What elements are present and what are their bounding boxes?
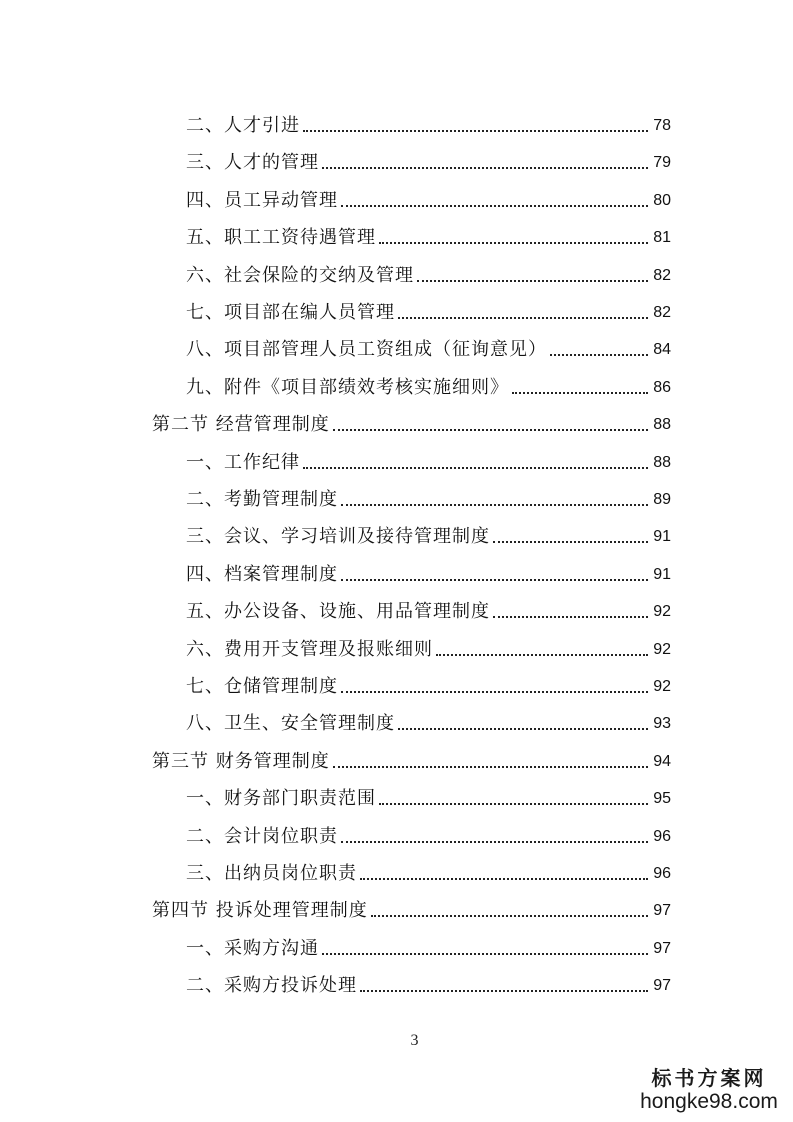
toc-entry[interactable] xyxy=(186,475,671,511)
page-number: 3 xyxy=(410,1032,419,1049)
toc-leader-dots xyxy=(436,654,648,656)
toc-entry[interactable] xyxy=(186,288,671,324)
toc-entry[interactable] xyxy=(186,849,671,885)
toc-entry-page: 96 xyxy=(653,865,671,882)
toc-entry[interactable] xyxy=(186,550,671,586)
toc-entry-label: 二、会计岗位职责 xyxy=(186,825,338,847)
toc-leader-dots xyxy=(341,504,648,506)
toc-entry[interactable] xyxy=(186,363,671,399)
toc-entry[interactable] xyxy=(186,699,671,735)
toc-entry-page: 93 xyxy=(653,715,671,733)
toc-entry-page: 91 xyxy=(653,528,671,546)
toc-entry-label: 五、职工工资待遇管理 xyxy=(186,227,376,249)
toc-entry-label: 一、工作纪律 xyxy=(186,451,300,473)
toc-leader-dots xyxy=(493,616,648,618)
toc-leader-dots xyxy=(360,990,648,992)
toc-entry-page: 92 xyxy=(653,678,671,695)
toc-entry-page: 97 xyxy=(653,939,671,957)
toc-entry-label: 第二节 经营管理制度 xyxy=(152,414,330,436)
toc-leader-dots xyxy=(341,691,648,693)
toc-entry-page: 92 xyxy=(653,603,671,621)
toc-entry-label: 三、人才的管理 xyxy=(186,152,319,174)
toc-entry-page: 95 xyxy=(653,790,671,808)
toc-entry-label: 三、出纳员岗位职责 xyxy=(186,863,357,884)
toc-entry-label: 六、社会保险的交纳及管理 xyxy=(186,264,414,286)
watermark-name: 标书方案网 xyxy=(651,1066,767,1090)
toc-entry[interactable] xyxy=(186,512,671,548)
toc-entry-page: 81 xyxy=(653,229,671,247)
toc-leader-dots xyxy=(341,841,648,843)
toc-leader-dots xyxy=(550,354,648,356)
toc-entry[interactable] xyxy=(186,662,671,698)
toc-entry-label: 二、人才引进 xyxy=(186,115,300,136)
toc-entry[interactable] xyxy=(186,587,671,623)
toc-leader-dots xyxy=(322,953,648,955)
toc-entry-label: 四、档案管理制度 xyxy=(186,563,338,585)
toc-section-entry[interactable] xyxy=(152,400,671,436)
toc-entry-label: 九、附件《项目部绩效考核实施细则》 xyxy=(186,376,509,398)
toc-entry-label: 八、卫生、安全管理制度 xyxy=(186,713,395,735)
toc-entry-label: 二、采购方投诉处理 xyxy=(186,975,357,997)
toc-leader-dots xyxy=(512,392,648,394)
toc-entry-page: 86 xyxy=(653,378,671,396)
toc-entry-label: 四、员工异动管理 xyxy=(186,189,338,211)
toc-entry-label: 五、办公设备、设施、用品管理制度 xyxy=(186,601,490,623)
toc-entry-page: 96 xyxy=(653,827,671,845)
toc-leader-dots xyxy=(398,317,648,319)
toc-entry-label: 七、仓储管理制度 xyxy=(186,676,338,697)
toc-entry[interactable] xyxy=(186,251,671,287)
toc-entry-label: 六、费用开支管理及报账细则 xyxy=(186,638,433,660)
toc-entry-label: 第三节 财务管理制度 xyxy=(152,750,330,772)
toc-entry[interactable] xyxy=(186,774,671,810)
toc-leader-dots xyxy=(398,728,648,730)
toc-leader-dots xyxy=(341,205,648,207)
toc-entry-page: 89 xyxy=(653,491,671,508)
toc-leader-dots xyxy=(379,803,648,805)
toc-entry[interactable] xyxy=(186,625,671,661)
toc-entry[interactable] xyxy=(186,325,671,361)
toc-entry-page: 82 xyxy=(653,304,671,321)
toc-entry[interactable] xyxy=(186,101,671,137)
watermark xyxy=(639,1066,779,1114)
toc-entry-label: 一、财务部门职责范围 xyxy=(186,788,376,810)
toc-section-entry[interactable] xyxy=(152,737,671,773)
toc-leader-dots xyxy=(341,579,648,581)
toc-entry-page: 80 xyxy=(653,191,671,209)
toc-leader-dots xyxy=(333,429,648,431)
toc-entry-label: 二、考勤管理制度 xyxy=(186,489,338,510)
toc-entry-label: 七、项目部在编人员管理 xyxy=(186,302,395,323)
watermark-url: hongke98.com xyxy=(640,1090,778,1113)
toc-section-entry[interactable] xyxy=(152,886,671,922)
toc-leader-dots xyxy=(333,766,648,768)
toc-leader-dots xyxy=(322,167,648,169)
toc-entry-page: 82 xyxy=(653,266,671,284)
toc-leader-dots xyxy=(493,541,648,543)
toc-entry-page: 88 xyxy=(653,453,671,471)
toc-entry-label: 三、会议、学习培训及接待管理制度 xyxy=(186,526,490,548)
toc-entry[interactable] xyxy=(186,438,671,474)
toc-leader-dots xyxy=(417,280,648,282)
toc-entry[interactable] xyxy=(186,213,671,249)
toc-leader-dots xyxy=(379,242,648,244)
toc-entry-page: 88 xyxy=(653,416,671,434)
toc-entry-page: 84 xyxy=(653,341,671,359)
toc-leader-dots xyxy=(303,467,648,469)
toc-entry[interactable] xyxy=(186,176,671,212)
toc-entry[interactable] xyxy=(186,924,671,960)
toc-entry-page: 78 xyxy=(653,117,671,134)
toc-leader-dots xyxy=(360,878,648,880)
toc-entry[interactable] xyxy=(186,812,671,848)
toc-entry-label: 八、项目部管理人员工资组成（征询意见） xyxy=(186,339,547,361)
toc-entry-page: 97 xyxy=(653,902,671,920)
toc-entry-page: 94 xyxy=(653,752,671,770)
toc-entry-page: 91 xyxy=(653,565,671,583)
toc-leader-dots xyxy=(303,130,648,132)
toc-entry-page: 79 xyxy=(653,154,671,172)
toc-entry-page: 97 xyxy=(653,977,671,995)
toc-leader-dots xyxy=(371,915,648,917)
toc-entry-label: 第四节 投诉处理管理制度 xyxy=(152,900,368,922)
toc-entry[interactable] xyxy=(186,961,671,997)
toc-entry-label: 一、采购方沟通 xyxy=(186,937,319,959)
toc-entry[interactable] xyxy=(186,138,671,174)
toc-entry-page: 92 xyxy=(653,640,671,658)
